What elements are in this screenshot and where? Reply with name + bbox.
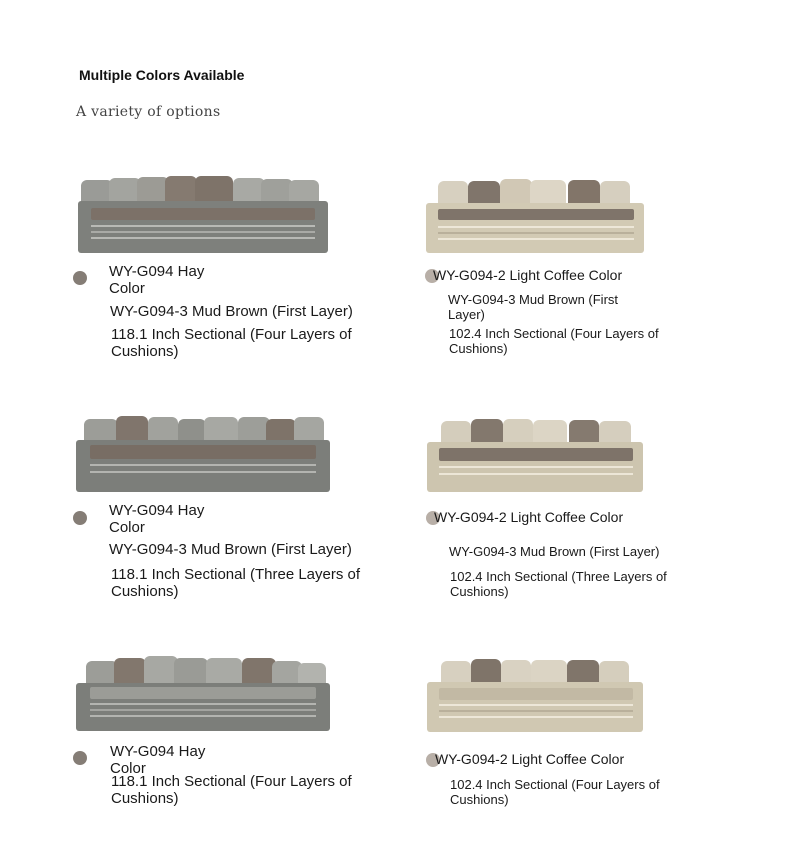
color-swatch[interactable]: [73, 271, 87, 285]
size-label: 102.4 Inch Sectional (Three Layers of Cushions): [450, 569, 667, 599]
sofa-image: [424, 178, 646, 254]
cushion-label: WY-G094-3 Mud Brown (First Layer): [109, 541, 352, 558]
color-name: WY-G094-2 Light Coffee Color: [434, 509, 624, 525]
color-swatch[interactable]: [73, 511, 87, 525]
page-title: Multiple Colors Available: [79, 67, 245, 83]
size-label: 102.4 Inch Sectional (Four Layers of Cushions): [449, 326, 659, 356]
size-label: 102.4 Inch Sectional (Four Layers of Cushions): [450, 777, 660, 807]
color-swatch[interactable]: [73, 751, 87, 765]
sofa-image: [425, 418, 645, 494]
sofa-image: [75, 175, 331, 255]
size-label: 118.1 Inch Sectional (Three Layers of Cushions): [111, 566, 361, 601]
color-name: WY-G094-2 Light Coffee Color: [433, 267, 623, 283]
color-name: WY-G094 Hay Color: [109, 263, 205, 298]
size-label: 118.1 Inch Sectional (Four Layers of Cushions): [111, 773, 352, 808]
cushion-label: WY-G094-3 Mud Brown (First Layer): [110, 303, 353, 320]
cushion-label: WY-G094-3 Mud Brown (First Layer): [448, 292, 619, 322]
color-name: WY-G094 Hay Color: [109, 502, 205, 537]
cushion-label: WY-G094-3 Mud Brown (First Layer): [449, 544, 660, 559]
sofa-image: [425, 658, 645, 734]
color-name: WY-G094 Hay Color: [110, 743, 206, 778]
size-label: 118.1 Inch Sectional (Four Layers of Cushions): [111, 326, 352, 361]
page-subtitle: A variety of options: [76, 104, 221, 120]
sofa-image: [74, 655, 332, 733]
color-name: WY-G094-2 Light Coffee Color: [435, 751, 625, 767]
sofa-image: [74, 414, 332, 494]
